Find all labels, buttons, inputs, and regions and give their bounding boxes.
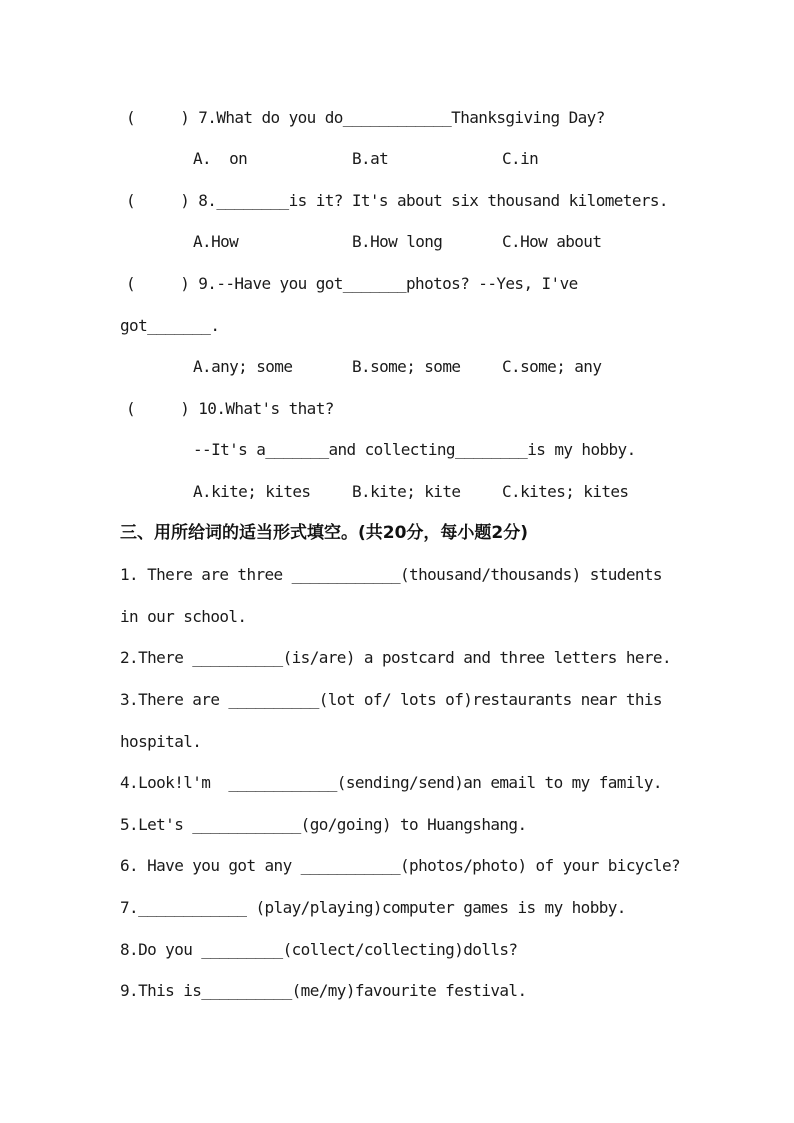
fill-item: in our school. (120, 607, 247, 626)
question-8-stem: ( ) 8.________is it? It's about six thousand kilometers. (126, 191, 668, 210)
q8-option-b: B.How long (352, 232, 443, 251)
q9-option-b: B.some; some (352, 357, 461, 376)
fill-item: 4.Look!l'm ____________(sending/send)an email to my family. (120, 773, 662, 792)
question-10-stem: ( ) 10.What's that? (126, 399, 334, 418)
question-9-stem-cont: got_______. (120, 316, 220, 335)
question-9-stem: ( ) 9.--Have you got_______photos? --Yes, I've (126, 274, 578, 293)
q7-option-a: A. on (193, 149, 248, 168)
fill-item: 5.Let's ____________(go/going) to Huangshang. (120, 815, 527, 834)
fill-item: 1. There are three ____________(thousand/thousands) students (120, 565, 662, 584)
fill-item: 8.Do you _________(collect/collecting)dolls? (120, 940, 518, 959)
question-7-stem: ( ) 7.What do you do____________Thanksgiving Day? (126, 108, 605, 127)
q8-option-c: C.How about (502, 232, 602, 251)
fill-item: 9.This is__________(me/my)favourite festival. (120, 981, 527, 1000)
q10-option-c: C.kites; kites (502, 482, 629, 501)
fill-item: 6. Have you got any ___________(photos/photo) of your bicycle? (120, 856, 681, 875)
q10-option-a: A.kite; kites (193, 482, 311, 501)
q8-option-a: A.How (193, 232, 239, 251)
q9-option-c: C.some; any (502, 357, 602, 376)
fill-item: 2.There __________(is/are) a postcard and three letters here. (120, 648, 672, 667)
section-3-heading: 三、用所给词的适当形式填空。(共20分，每小题2分) (120, 523, 529, 543)
q9-option-a: A.any; some (193, 357, 293, 376)
q7-option-c: C.in (502, 149, 539, 168)
q10-option-b: B.kite; kite (352, 482, 461, 501)
fill-item: hospital. (120, 732, 202, 751)
fill-item: 3.There are __________(lot of/ lots of)restaurants near this (120, 690, 662, 709)
q7-option-b: B.at (352, 149, 389, 168)
question-10-stem-cont: --It's a_______and collecting________is my hobby. (193, 440, 636, 459)
fill-item: 7.____________ (play/playing)computer games is my hobby. (120, 898, 626, 917)
